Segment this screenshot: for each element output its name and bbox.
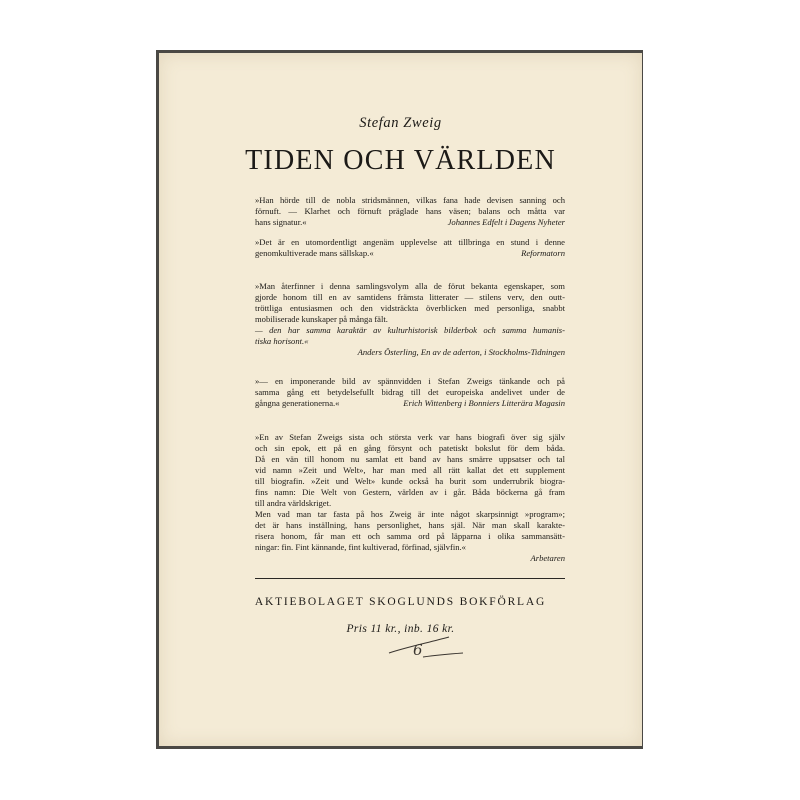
review-line: det är hans inställning, hans personlighet, hans själ. När man skall karakte-	[255, 520, 565, 530]
review-line: »Han hörde till de nobla stridsmännen, vilkas fana hade devisen sanning och	[255, 195, 565, 205]
review-line: samma gång ett betydelsefullt bidrag till det europeiska andelivet under de	[255, 387, 565, 397]
review-quote-3	[255, 281, 565, 358]
review-source: Johannes Edfelt i Dagens Nyheter	[447, 217, 565, 227]
review-quote-4	[255, 376, 565, 409]
review-line: mobiliserade kunskaper på många fält.	[255, 314, 388, 324]
review-line: gjorde honom till en av samtidens främsta litterater — stilens verv, den outt-	[255, 292, 565, 302]
price-line: Pris 11 kr., inb. 16 kr.	[346, 623, 455, 635]
review-line: och sin epok, ett på en gång försynt och patetiskt bokslut för dem båda.	[255, 443, 565, 453]
author-name: Stefan Zweig	[359, 115, 442, 131]
review-line	[255, 248, 565, 259]
review-line	[255, 398, 565, 409]
review-line: Men vad man tar fasta på hos Zweig är inte något skarpsinnigt »program»;	[255, 509, 565, 519]
review-line: »Man återfinner i denna samlingsvolym alla de förut bekanta egenskaper, som	[255, 281, 565, 291]
handwritten-price: 6	[413, 641, 423, 659]
review-line: ningar: fin. Fint kännande, fint kultiverad, förfinad, självfin.«	[255, 542, 466, 552]
review-quote-1	[255, 195, 565, 228]
review-line: Då en vän till honom nu samlat ett band av hans smärre uppsatser och tal	[255, 454, 565, 464]
review-source: Erich Wittenberg i Bonniers Litterära Magasin	[403, 398, 565, 408]
review-line	[255, 217, 565, 228]
review-quote-5	[255, 432, 565, 564]
review-line: till biografin. »Zeit und Welt» kunde också ha burit som underrubrik biogra-	[255, 476, 565, 486]
review-line-text: genomkultiverade mans sällskap.«	[255, 248, 374, 258]
book-back-cover	[159, 53, 642, 746]
book-title: TIDEN OCH VÄRLDEN	[245, 145, 556, 176]
review-line: tröttliga entusiasmen och den vidsträckta överblicken med personliga, snabbt	[255, 303, 565, 313]
divider-rule	[255, 578, 565, 579]
review-line: risera honom, får man ett och samma ord på läpparna i olika sammansätt-	[255, 531, 565, 541]
review-line: fins namn: Die Welt von Gestern, världen av i går. Båda böckerna gå fram	[255, 487, 565, 497]
handwritten-price-mark	[387, 633, 467, 661]
review-line: tiska horisont.«	[255, 336, 309, 346]
review-line: »Det är en utomordentligt angenäm upplevelse att tillbringa en stund i denne	[255, 237, 565, 247]
publisher-name: AKTIEBOLAGET SKOGLUNDS BOKFÖRLAG	[254, 596, 547, 608]
review-source: Reformatorn	[521, 248, 565, 258]
review-line: vid namn »Zeit und Welt», har man med all rätt kallat det ett supplement	[255, 465, 565, 475]
review-line: förnuft. — Klarhet och förnuft präglade hans väsen; balans och måtta var	[255, 206, 565, 216]
review-line: till andra världskriget.	[255, 498, 332, 508]
pencil-underline	[423, 653, 463, 657]
review-source: Arbetaren	[530, 553, 565, 563]
review-line: »En av Stefan Zweigs sista och största verk var hans biografi över sig själv	[255, 432, 565, 442]
review-source: Anders Österling, En av de aderton, i Stockholms-Tidningen	[357, 347, 565, 357]
review-line: — den har samma karaktär av kulturhistorisk bilderbok och samma humanis-	[255, 325, 565, 335]
review-line: »— en imponerande bild av spännvidden i Stefan Zweigs tänkande och på	[255, 376, 565, 386]
review-line-text: hans signatur.«	[255, 217, 307, 227]
review-line-text: gångna generationerna.«	[255, 398, 340, 408]
review-quote-2	[255, 237, 565, 259]
